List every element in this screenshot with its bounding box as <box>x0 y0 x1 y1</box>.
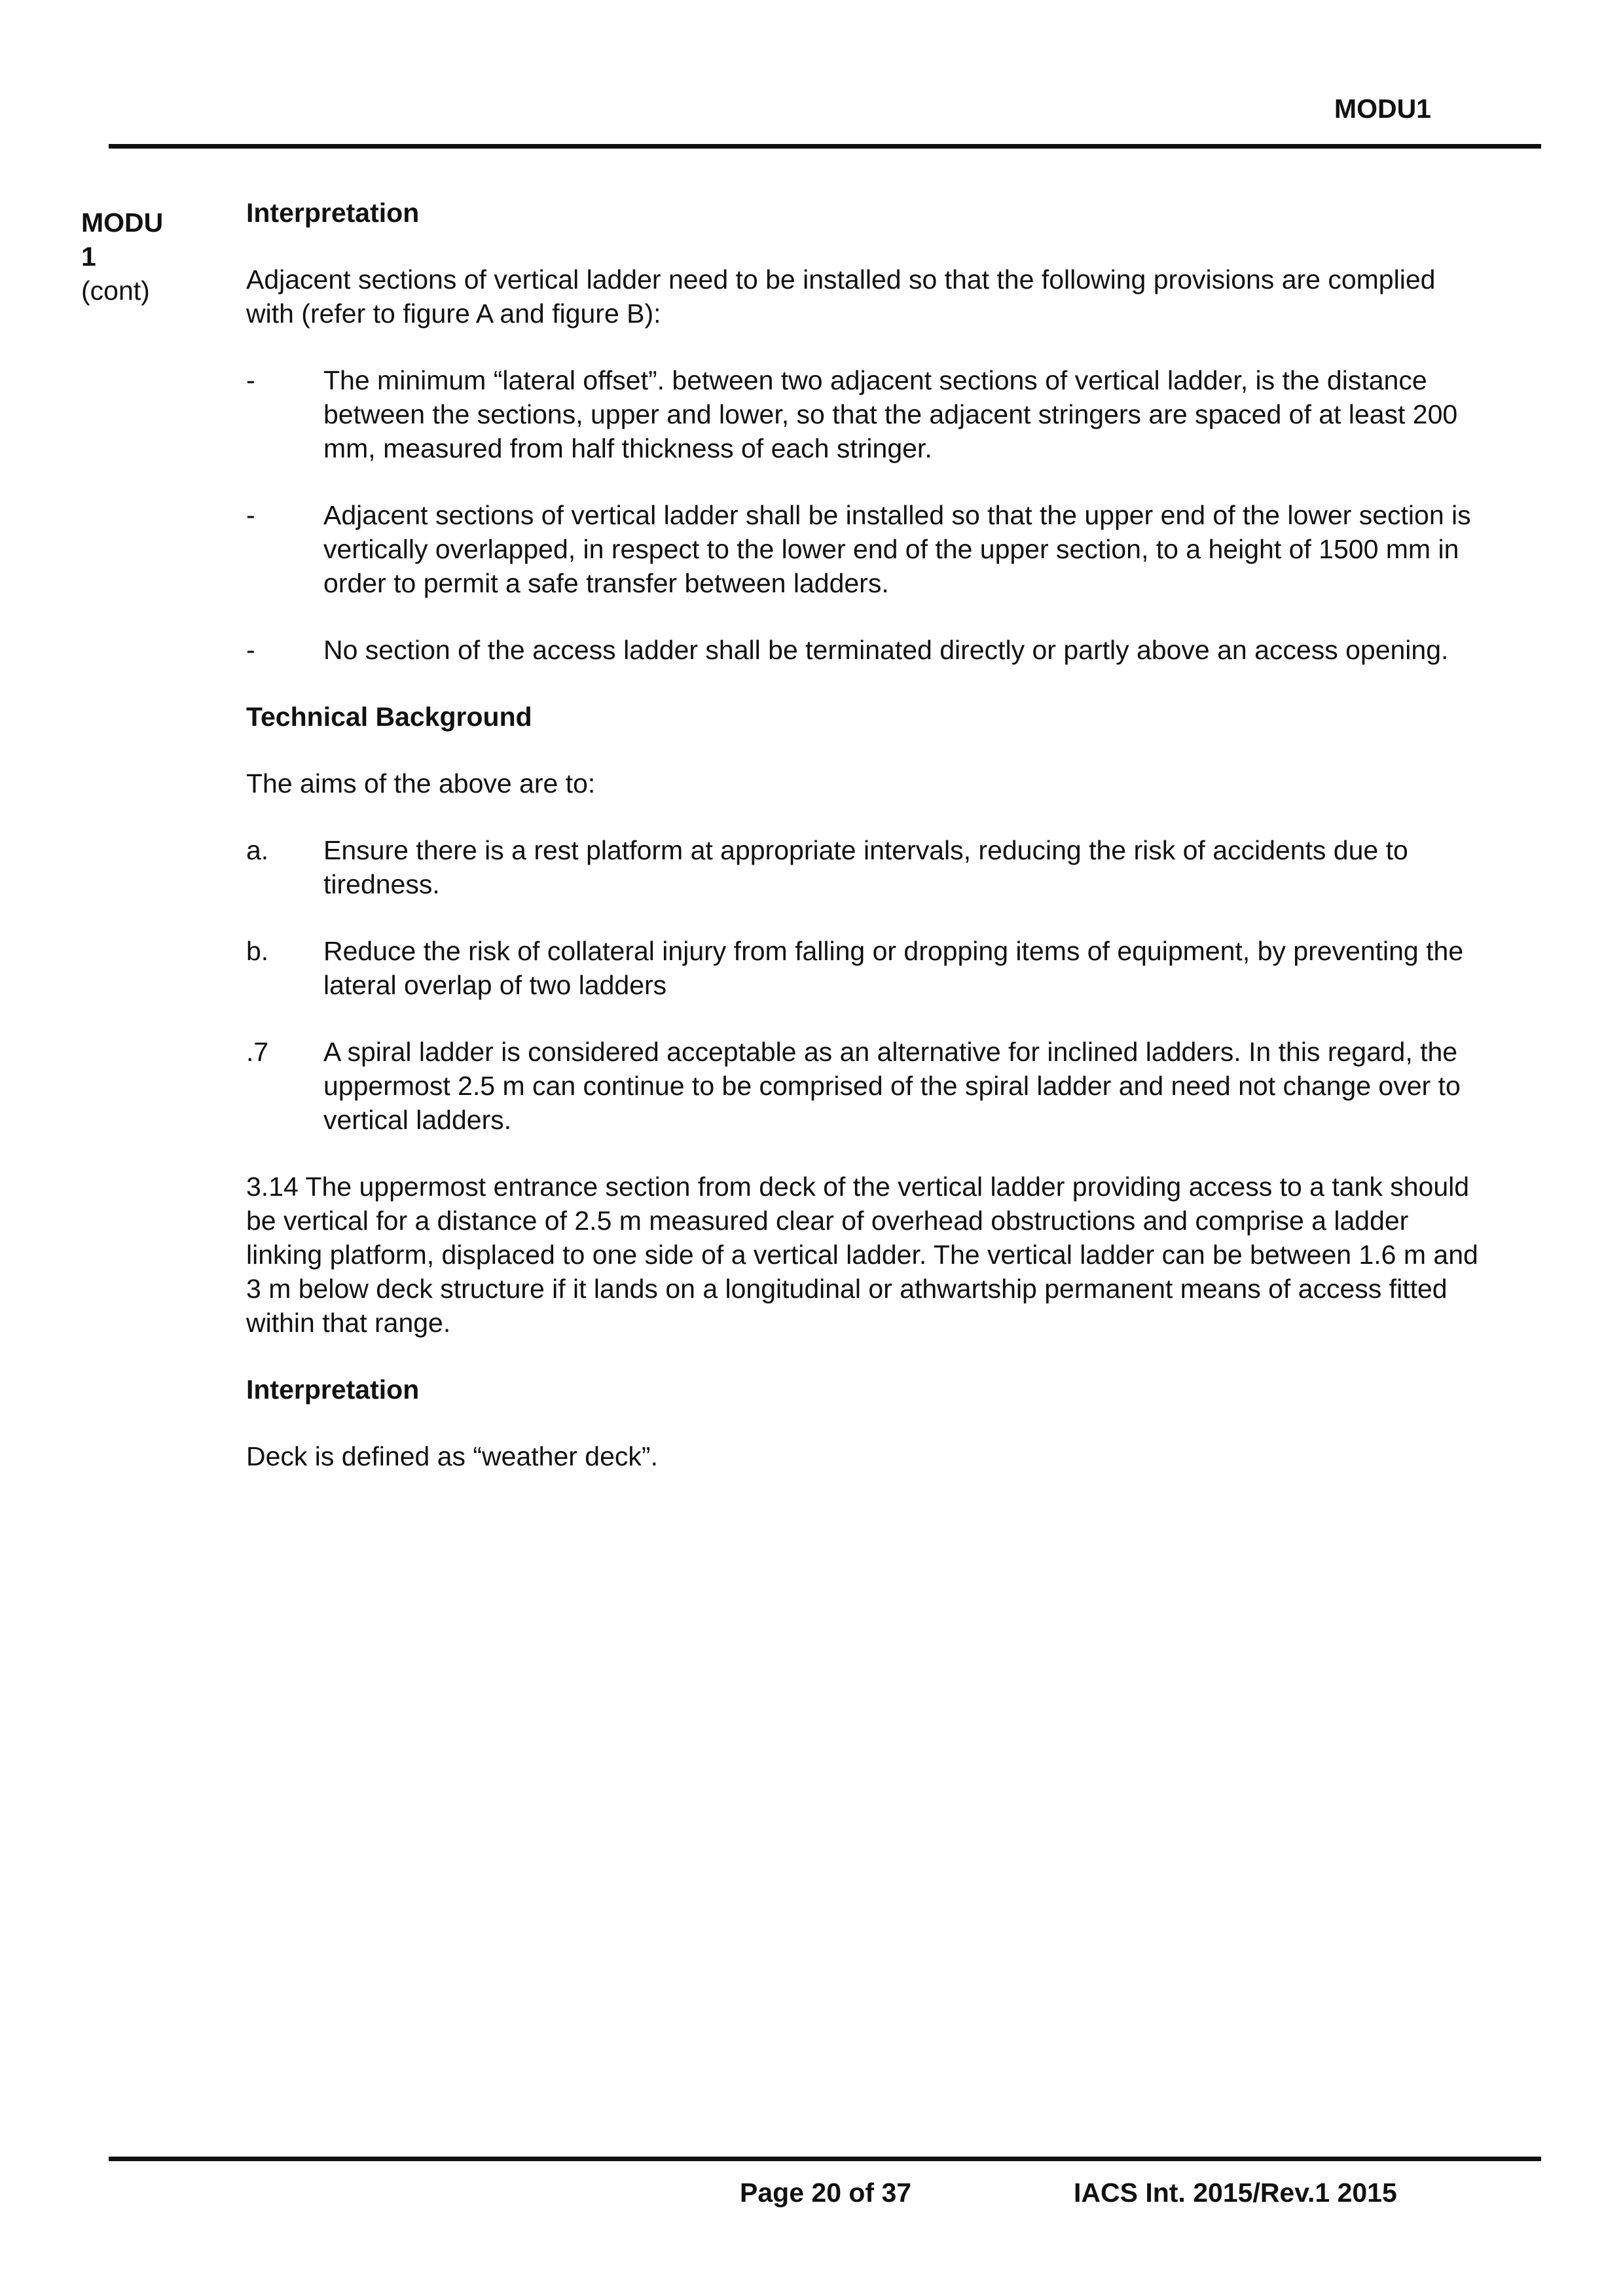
footer-reference: IACS Int. 2015/Rev.1 2015 <box>1074 2178 1397 2208</box>
list-item <box>246 1035 1490 1137</box>
margin-note <box>81 206 192 308</box>
list-marker: .7 <box>246 1037 269 1067</box>
list-marker: - <box>246 365 255 395</box>
margin-note-number: 1 <box>81 242 96 272</box>
list-item <box>246 633 1490 667</box>
list-item-text: The minimum “lateral offset”. between two adjacent sections of vertical ladder, is the distance between the sections, upper and lower, so that the adjacent stringers are spaced of at least 200 mm, measured from half thickness of each stringer. <box>323 365 1458 463</box>
list-marker: - <box>246 635 255 665</box>
margin-note-cont: (cont) <box>81 276 150 306</box>
aims-intro: The aims of the above are to: <box>246 768 596 798</box>
list-marker: - <box>246 500 255 530</box>
heading-interpretation-2: Interpretation <box>246 1374 420 1405</box>
header-document-code: MODU1 <box>1334 94 1431 124</box>
paragraph-3-14: 3.14 The uppermost entrance section from deck of the vertical ladder providing access to a tank should be vertical for a distance of 2.5 m measured clear of overhead obstructions and comprise a ladder linking platform, displaced to one side of a vertical ladder. The vertical ladder can be between 1.6 m and 3 m below deck structure if it lands on a longitudinal or athwartship permanent means of access fitted within that range. <box>246 1172 1478 1338</box>
heading-technical-background: Technical Background <box>246 702 532 732</box>
footer-page-number: Page 20 of 37 <box>740 2178 912 2208</box>
list-marker: b. <box>246 936 269 966</box>
list-item <box>246 934 1490 1002</box>
list-item-text: Adjacent sections of vertical ladder shall be installed so that the upper end of the lower section is vertically overlapped, in respect to the lower end of the upper section, to a height of 1500 mm in order to permit a safe transfer between ladders. <box>323 500 1471 598</box>
list-item-text: A spiral ladder is considered acceptable as an alternative for inclined ladders. In this regard, the uppermost 2.5 m can continue to be comprised of the spiral ladder and need not change over to vertical ladders. <box>323 1037 1461 1135</box>
heading-interpretation: Interpretation <box>246 198 420 228</box>
list-item-text: Reduce the risk of collateral injury from falling or dropping items of equipment, by preventing the lateral overlap of two ladders <box>323 936 1464 1000</box>
list-item <box>246 363 1490 465</box>
margin-note-modu: MODU <box>81 207 164 238</box>
intro-paragraph: Adjacent sections of vertical ladder need to be installed so that the following provisions are complied with (refer to figure A and figure B): <box>246 264 1436 329</box>
list-marker: a. <box>246 835 269 865</box>
list-item <box>246 833 1490 901</box>
list-item-text: Ensure there is a rest platform at appropriate intervals, reducing the risk of accidents due to tiredness. <box>323 835 1408 899</box>
footer-rule <box>109 2157 1541 2161</box>
header-rule <box>109 144 1541 149</box>
list-item <box>246 498 1490 600</box>
deck-definition: Deck is defined as “weather deck”. <box>246 1441 658 1471</box>
document-body <box>246 196 1490 1473</box>
list-item-text: No section of the access ladder shall be terminated directly or partly above an access opening. <box>323 635 1449 665</box>
